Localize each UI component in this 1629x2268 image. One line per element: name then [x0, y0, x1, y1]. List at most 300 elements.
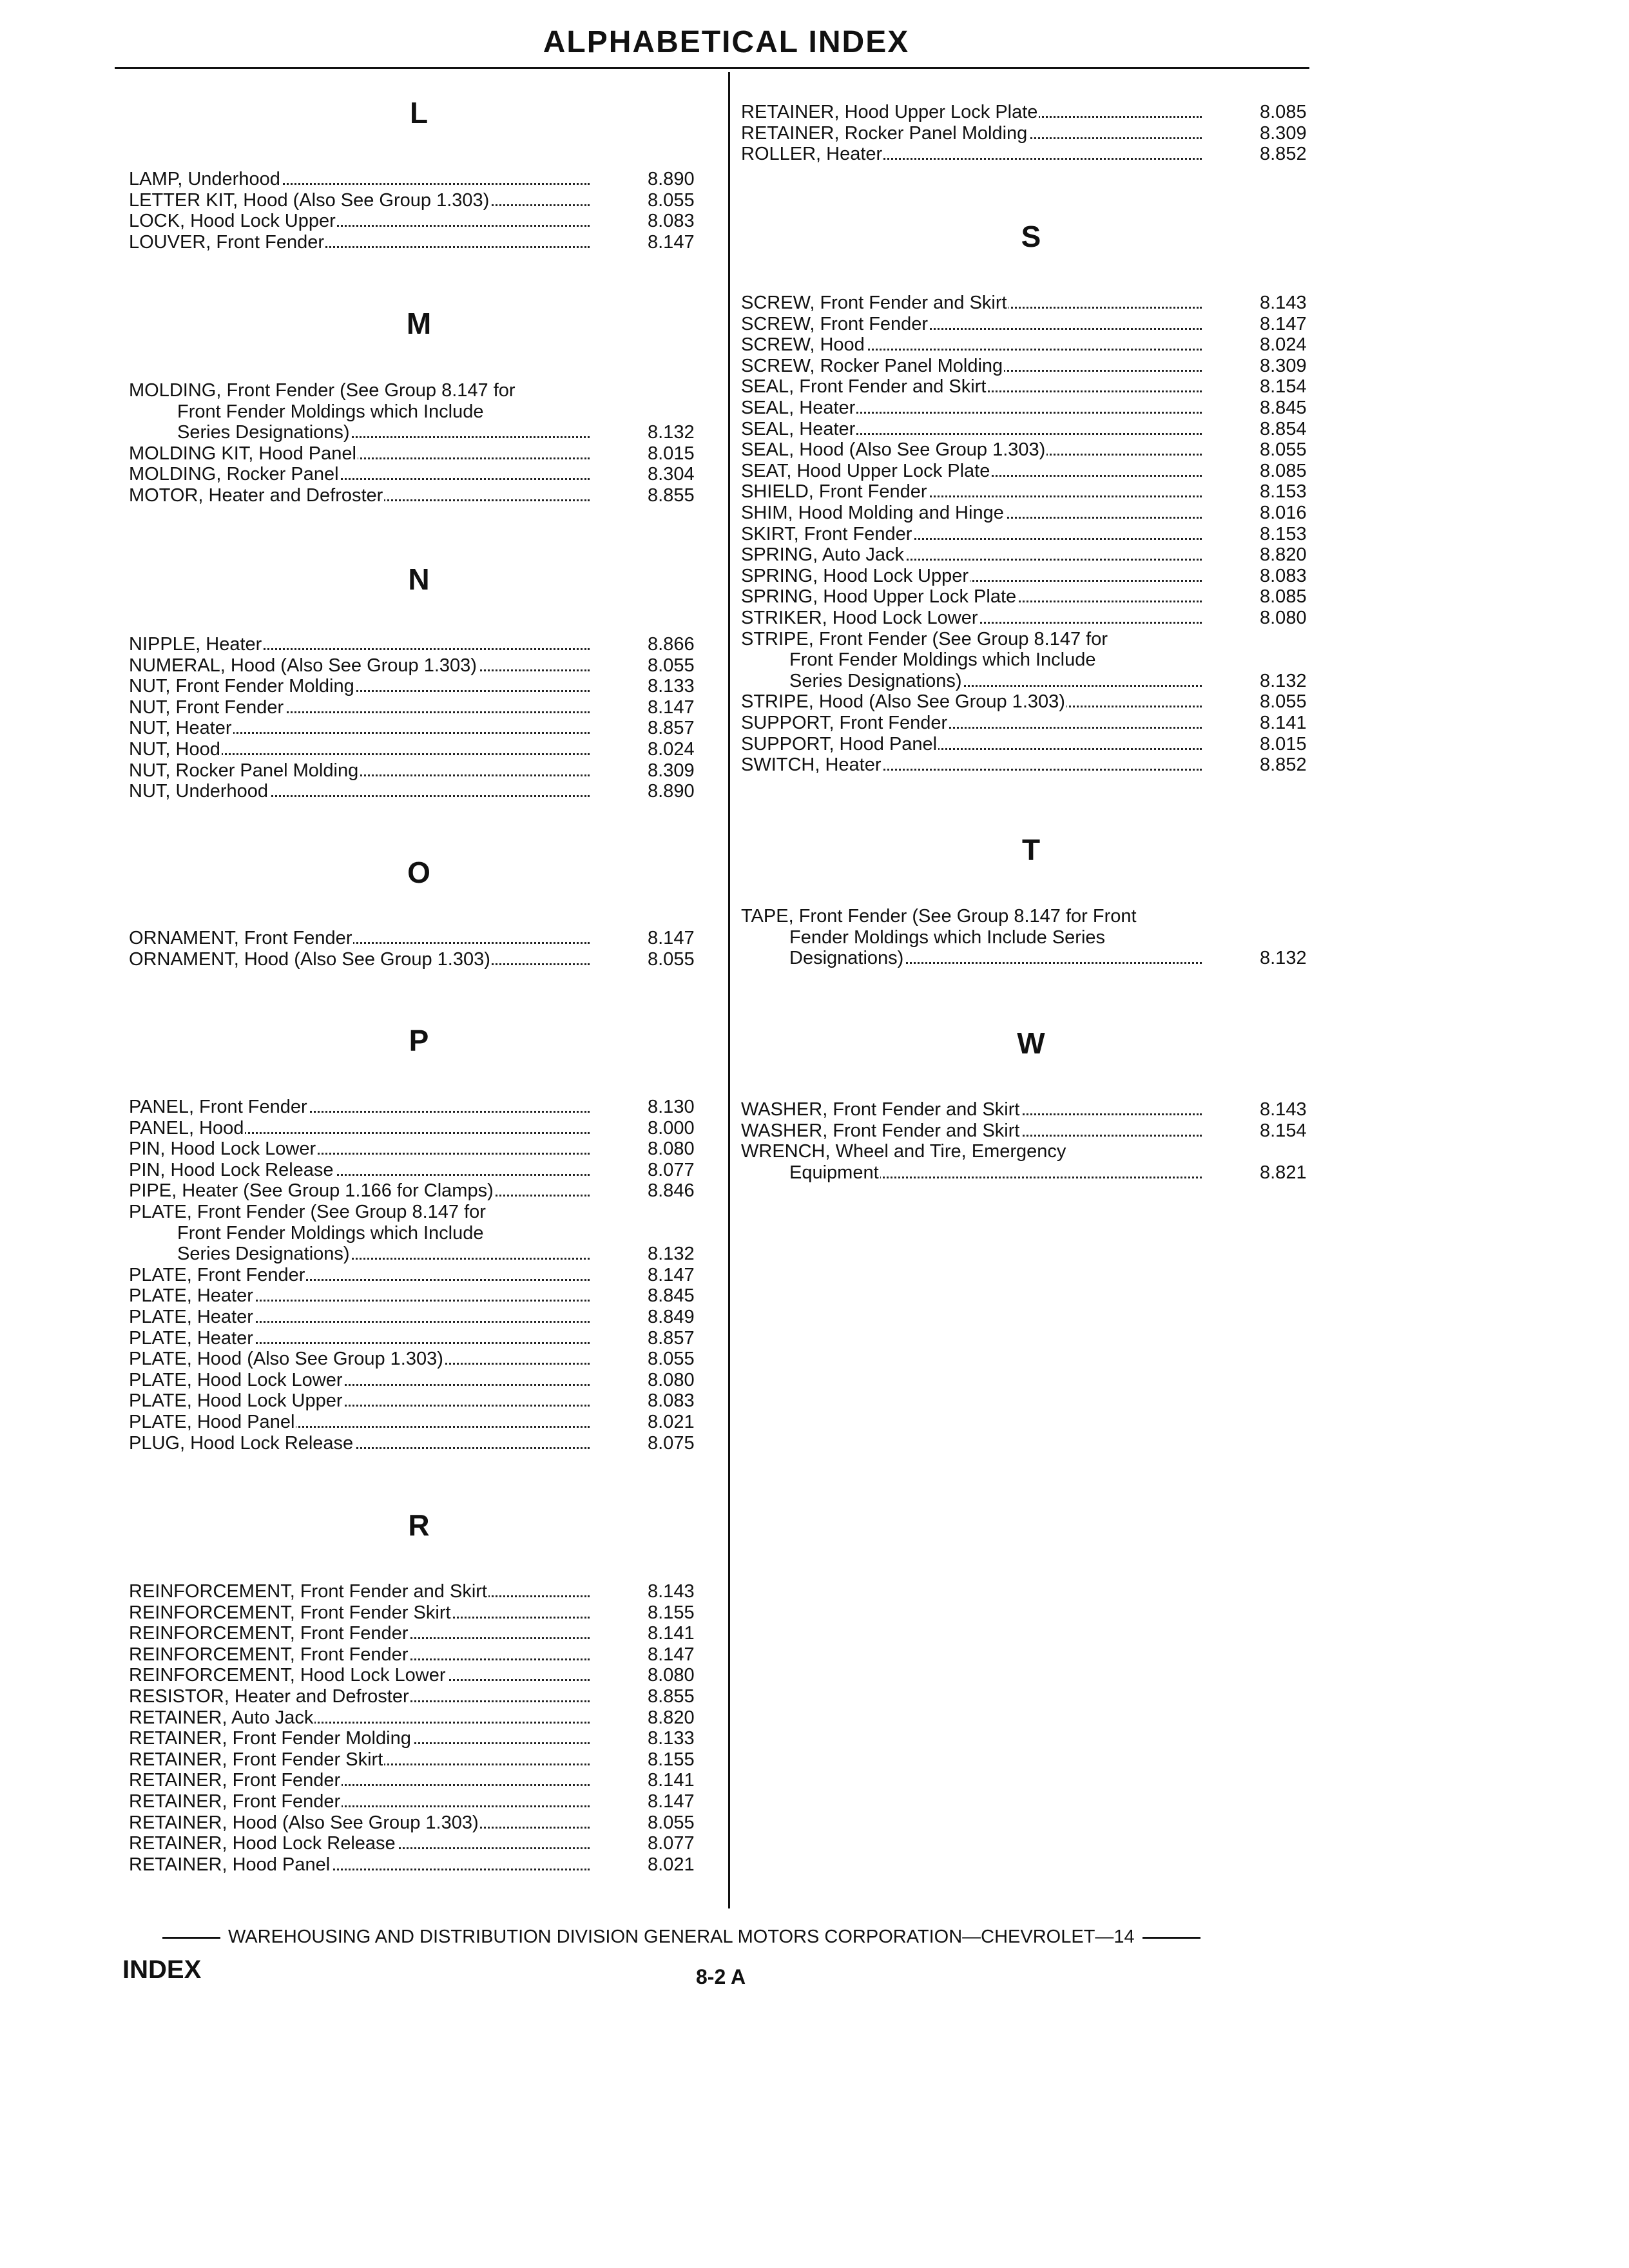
entry-label: NUT, Rocker Panel Molding — [129, 760, 359, 781]
index-entry-line — [129, 1728, 709, 1749]
dot-leader — [741, 293, 1202, 314]
entry-group-number: 8.055 — [648, 655, 695, 676]
entry-group-number: 8.024 — [1260, 334, 1307, 356]
entry-label: PLATE, Hood Lock Upper — [129, 1390, 343, 1412]
entry-label: STRIKER, Hood Lock Lower — [741, 608, 978, 628]
dot-leader — [129, 1433, 590, 1454]
section-letter-t: T — [1021, 833, 1041, 867]
entry-group-number: 8.132 — [1260, 948, 1307, 969]
dot-leader — [129, 1623, 590, 1644]
entry-label: PLATE, Heater — [129, 1285, 253, 1307]
index-entry-line — [129, 1244, 709, 1265]
entry-group-number: 8.015 — [648, 443, 695, 464]
dot-leader — [741, 586, 1202, 608]
entry-label: PLATE, Hood Panel — [129, 1412, 295, 1432]
dot-leader — [129, 1665, 590, 1686]
index-entry-line — [741, 481, 1321, 503]
entry-label: MOLDING, Rocker Panel — [129, 464, 339, 485]
index-entry-line — [129, 1833, 709, 1854]
dot-leader — [741, 356, 1202, 377]
entry-label: PIPE, Heater (See Group 1.166 for Clamps) — [129, 1180, 494, 1202]
entry-label: RETAINER, Hood Upper Lock Plate — [741, 102, 1038, 122]
dot-leader — [741, 376, 1202, 398]
entry-group-number: 8.821 — [1260, 1162, 1307, 1183]
dot-leader — [129, 718, 590, 739]
entry-label: NUT, Hood — [129, 739, 220, 760]
entry-label: REINFORCEMENT, Front Fender and Skirt — [129, 1581, 487, 1602]
dot-leader — [129, 1770, 590, 1791]
dot-leader — [741, 461, 1202, 482]
entry-label: NUT, Heater — [129, 718, 232, 739]
entry-label: Front Fender Moldings which Include — [177, 401, 484, 422]
index-entry-line — [741, 608, 1321, 629]
dot-leader — [129, 1370, 590, 1391]
dot-leader — [129, 1265, 590, 1286]
dot-leader — [129, 676, 590, 697]
entry-label: RETAINER, Hood (Also See Group 1.303) — [129, 1812, 479, 1833]
entry-label: SWITCH, Heater — [741, 754, 882, 776]
entry-group-number: 8.143 — [1260, 293, 1307, 313]
entry-label: PIN, Hood Lock Lower — [129, 1139, 316, 1160]
dot-leader — [741, 754, 1202, 776]
entry-group-number: 8.055 — [1260, 439, 1307, 461]
index-entry-line — [129, 1812, 709, 1834]
dot-leader — [741, 398, 1202, 419]
index-entry-line — [129, 1433, 709, 1454]
index-entry-line — [129, 422, 709, 443]
entry-label: NUT, Underhood — [129, 781, 268, 802]
entry-label: SHIELD, Front Fender — [741, 481, 927, 503]
entry-label: RETAINER, Front Fender Molding — [129, 1728, 411, 1749]
entry-label: RESISTOR, Heater and Defroster — [129, 1686, 409, 1707]
index-entry-line — [741, 123, 1321, 144]
index-entry-line — [741, 1162, 1321, 1184]
dot-leader — [129, 739, 590, 760]
index-entry-line — [129, 1854, 709, 1876]
entry-group-number: 8.085 — [1260, 586, 1307, 608]
index-entry-line — [129, 380, 709, 401]
entry-label: RETAINER, Hood Lock Release — [129, 1833, 396, 1854]
index-entry-line — [741, 356, 1321, 377]
page-title: ALPHABETICAL INDEX — [543, 25, 910, 59]
index-entry-line — [129, 1307, 709, 1328]
index-entry-line — [741, 439, 1321, 461]
index-entry-line — [129, 1749, 709, 1771]
entry-label: REINFORCEMENT, Hood Lock Lower — [129, 1665, 446, 1686]
entry-label: NIPPLE, Heater — [129, 634, 262, 655]
entry-label: PLUG, Hood Lock Release — [129, 1432, 354, 1454]
index-entry-line — [129, 1644, 709, 1666]
entry-label: WASHER, Front Fender and Skirt — [741, 1120, 1020, 1141]
index-entry-line — [741, 691, 1321, 713]
entry-label: ROLLER, Heater — [741, 144, 883, 165]
section-letter-s: S — [1021, 220, 1041, 253]
column-divider — [728, 72, 730, 1908]
index-entry-line — [129, 1390, 709, 1412]
dot-leader — [177, 1244, 590, 1265]
entry-group-number: 8.147 — [648, 1791, 695, 1812]
index-entry-line — [741, 524, 1321, 545]
entry-group-number: 8.855 — [648, 1686, 695, 1707]
entry-label: STRIPE, Front Fender (See Group 8.147 for — [741, 628, 1108, 649]
entry-group-number: 8.155 — [648, 1602, 695, 1623]
index-entry-line — [129, 1202, 709, 1223]
entry-group-number: 8.143 — [648, 1581, 695, 1602]
dot-leader — [741, 1120, 1202, 1142]
index-entry-line — [129, 1581, 709, 1602]
entry-label: SCREW, Front Fender — [741, 313, 929, 334]
index-entry-line — [741, 754, 1321, 776]
index-entry-line — [129, 1097, 709, 1118]
entry-label: SCREW, Front Fender and Skirt — [741, 293, 1007, 313]
dot-leader — [129, 634, 590, 655]
entry-group-number: 8.021 — [648, 1412, 695, 1432]
entry-group-number: 8.016 — [1260, 503, 1307, 523]
entry-label: SEAT, Hood Upper Lock Plate — [741, 460, 990, 481]
index-entry-line — [129, 1770, 709, 1791]
dot-leader — [129, 1791, 590, 1812]
dot-leader — [741, 314, 1202, 335]
dot-leader — [129, 1097, 590, 1118]
dot-leader — [129, 760, 590, 782]
dot-leader — [129, 1728, 590, 1749]
index-entry-line — [741, 566, 1321, 587]
index-entry-line — [129, 655, 709, 677]
entry-label: SEAL, Heater — [741, 398, 856, 418]
dot-leader — [177, 422, 590, 443]
entry-label: Equipment — [789, 1162, 879, 1183]
dot-leader — [129, 1812, 590, 1834]
dot-leader — [129, 1707, 590, 1729]
entry-group-number: 8.820 — [648, 1707, 695, 1728]
dot-leader — [129, 232, 590, 253]
entry-label: MOTOR, Heater and Defroster — [129, 485, 383, 506]
entry-label: SUPPORT, Hood Panel — [741, 733, 938, 754]
entry-group-number: 8.000 — [648, 1117, 695, 1139]
index-entry-line — [741, 1099, 1321, 1120]
dot-leader — [129, 1602, 590, 1624]
index-entry-line — [741, 1120, 1321, 1142]
entry-group-number: 8.857 — [648, 718, 695, 739]
index-entry-line — [129, 1665, 709, 1686]
index-entry-line — [129, 190, 709, 211]
dot-leader — [129, 1644, 590, 1666]
dot-leader — [741, 503, 1202, 524]
entry-group-number: 8.147 — [648, 928, 695, 948]
entry-label: SPRING, Hood Upper Lock Plate — [741, 586, 1017, 608]
index-entry-line — [129, 1623, 709, 1644]
index-entry-line — [129, 1349, 709, 1370]
dot-leader — [129, 485, 590, 506]
entry-group-number: 8.080 — [648, 1369, 695, 1390]
footer-section-label: INDEX — [122, 1956, 202, 1984]
index-entry-line — [741, 671, 1321, 692]
entry-group-number: 8.147 — [648, 1644, 695, 1665]
index-entry-line — [129, 1265, 709, 1286]
index-entry-line — [129, 1686, 709, 1707]
entry-group-number: 8.132 — [648, 422, 695, 443]
index-entry-line — [129, 1707, 709, 1729]
entry-group-number: 8.852 — [1260, 144, 1307, 165]
entry-group-number: 8.080 — [648, 1139, 695, 1160]
index-entry-line — [129, 1118, 709, 1139]
entry-label: Series Designations) — [177, 422, 350, 443]
entry-label: Fender Moldings which Include Series — [789, 927, 1106, 948]
entry-group-number: 8.147 — [648, 231, 695, 253]
index-entry-line — [741, 629, 1321, 650]
index-entry-line — [741, 927, 1321, 948]
index-entry-line — [129, 949, 709, 970]
section-letter-n: N — [408, 562, 430, 596]
entry-label: LOCK, Hood Lock Upper — [129, 211, 336, 232]
entry-label: RETAINER, Front Fender — [129, 1770, 341, 1791]
dot-leader — [129, 169, 590, 190]
entry-label: RETAINER, Front Fender — [129, 1791, 341, 1812]
dot-leader — [129, 949, 590, 970]
dot-leader — [741, 566, 1202, 587]
entry-label: LOUVER, Front Fender — [129, 231, 324, 253]
entry-label: RETAINER, Hood Panel — [129, 1854, 331, 1875]
index-entry-line — [741, 1141, 1321, 1162]
index-entry-line — [129, 781, 709, 802]
entry-group-number: 8.077 — [648, 1833, 695, 1854]
index-entry-line — [741, 102, 1321, 123]
entry-group-number: 8.852 — [1260, 754, 1307, 776]
entry-label: SPRING, Hood Lock Upper — [741, 565, 969, 586]
entry-label: NUT, Front Fender — [129, 697, 284, 718]
entry-group-number: 8.820 — [1260, 544, 1307, 566]
section-letter-r: R — [408, 1508, 430, 1542]
index-entry-line — [741, 649, 1321, 671]
entry-group-number: 8.015 — [1260, 733, 1307, 754]
dot-leader — [741, 481, 1202, 503]
footer-corporation: WAREHOUSING AND DISTRIBUTION DIVISION GENERAL MOTORS CORPORATION—CHEVROLET—14 — [228, 1927, 1135, 1947]
footer-corporation-line — [155, 1927, 1315, 1948]
index-entry-line — [741, 586, 1321, 608]
entry-label: PLATE, Hood Lock Lower — [129, 1369, 343, 1390]
index-entry-line — [741, 734, 1321, 755]
dot-leader — [741, 439, 1202, 461]
index-entry-line — [129, 1412, 709, 1433]
dot-leader — [129, 1833, 590, 1854]
dot-leader — [741, 524, 1202, 545]
entry-group-number: 8.141 — [1260, 713, 1307, 733]
index-entry-line — [129, 760, 709, 782]
entry-group-number: 8.304 — [648, 464, 695, 485]
dot-leader — [129, 655, 590, 677]
section-letter-o: O — [407, 856, 430, 889]
dot-leader — [129, 211, 590, 232]
dot-leader — [129, 190, 590, 211]
dot-leader — [129, 928, 590, 949]
entry-label: MOLDING, Front Fender (See Group 8.147 for — [129, 380, 516, 401]
entry-label: SEAL, Hood (Also See Group 1.303) — [741, 439, 1046, 461]
entry-label: Designations) — [789, 948, 904, 969]
index-entry-line — [129, 443, 709, 465]
dot-leader — [741, 419, 1202, 440]
index-entry-line — [129, 718, 709, 739]
entry-group-number: 8.309 — [1260, 355, 1307, 376]
entry-group-number: 8.080 — [1260, 608, 1307, 628]
dot-leader — [129, 1328, 590, 1349]
entry-label: NUMERAL, Hood (Also See Group 1.303) — [129, 655, 477, 676]
dot-leader — [741, 334, 1202, 356]
dot-leader — [789, 1162, 1202, 1184]
section-letter-m: M — [406, 307, 432, 340]
entry-label: ORNAMENT, Hood (Also See Group 1.303) — [129, 948, 490, 970]
index-entry-line — [129, 169, 709, 190]
entry-group-number: 8.153 — [1260, 523, 1307, 544]
section-letter-p: P — [409, 1024, 429, 1057]
entry-group-number: 8.133 — [648, 676, 695, 697]
dot-leader — [129, 464, 590, 485]
entry-label: Front Fender Moldings which Include — [177, 1222, 484, 1244]
entry-group-number: 8.085 — [1260, 460, 1307, 481]
entry-label: PLATE, Front Fender (See Group 8.147 for — [129, 1202, 486, 1222]
entry-label: TAPE, Front Fender (See Group 8.147 for Front — [741, 906, 1137, 927]
index-entry-line — [741, 293, 1321, 314]
dot-leader — [741, 608, 1202, 629]
footer-dash-left — [162, 1937, 220, 1939]
entry-group-number: 8.147 — [648, 1264, 695, 1285]
entry-label: REINFORCEMENT, Front Fender Skirt — [129, 1602, 451, 1623]
entry-group-number: 8.085 — [1260, 102, 1307, 122]
index-entry-line — [129, 1285, 709, 1307]
entry-group-number: 8.141 — [648, 1770, 695, 1791]
entry-group-number: 8.849 — [648, 1307, 695, 1327]
entry-label: PLATE, Heater — [129, 1327, 253, 1349]
dot-leader — [129, 1180, 590, 1202]
dot-leader — [129, 1854, 590, 1876]
footer-dash-right — [1142, 1937, 1200, 1939]
dot-leader — [129, 1118, 590, 1139]
entry-label: PLATE, Front Fender — [129, 1264, 305, 1285]
index-entry-line — [741, 334, 1321, 356]
entry-group-number: 8.845 — [648, 1285, 695, 1307]
index-entry-line — [129, 1602, 709, 1624]
entry-label: SKIRT, Front Fender — [741, 523, 912, 544]
footer-page-number: 8-2 A — [696, 1965, 746, 1988]
index-entry-line — [129, 485, 709, 506]
dot-leader — [129, 1749, 590, 1771]
entry-label: RETAINER, Auto Jack — [129, 1707, 314, 1728]
entry-label: MOLDING KIT, Hood Panel — [129, 443, 356, 464]
entry-group-number: 8.855 — [648, 485, 695, 506]
entry-group-number: 8.141 — [648, 1623, 695, 1644]
entry-group-number: 8.147 — [1260, 313, 1307, 334]
entry-label: PIN, Hood Lock Release — [129, 1159, 334, 1180]
entry-label: Series Designations) — [177, 1244, 350, 1265]
entry-group-number: 8.132 — [1260, 670, 1307, 691]
entry-group-number: 8.890 — [648, 781, 695, 802]
dot-leader — [741, 123, 1202, 144]
index-entry-line — [741, 144, 1321, 165]
dot-leader — [741, 734, 1202, 755]
entry-group-number: 8.854 — [1260, 418, 1307, 439]
dot-leader — [129, 1412, 590, 1433]
section-letter-l: L — [409, 96, 429, 130]
index-entry-line — [129, 232, 709, 253]
index-entry-line — [741, 503, 1321, 524]
index-entry-line — [129, 634, 709, 655]
dot-leader — [741, 544, 1202, 566]
entry-label: PANEL, Front Fender — [129, 1097, 307, 1117]
dot-leader — [741, 1099, 1202, 1120]
dot-leader — [741, 144, 1202, 165]
entry-group-number: 8.055 — [648, 1349, 695, 1370]
section-letter-w: W — [1017, 1026, 1045, 1060]
entry-label: SPRING, Auto Jack — [741, 544, 905, 566]
index-entry-line — [129, 1791, 709, 1812]
entry-group-number: 8.055 — [1260, 691, 1307, 713]
index-entry-line — [741, 948, 1321, 969]
dot-leader — [741, 102, 1202, 123]
entry-group-number: 8.083 — [648, 211, 695, 232]
entry-label: RETAINER, Front Fender Skirt — [129, 1749, 383, 1770]
entry-label: PANEL, Hood — [129, 1117, 244, 1139]
entry-group-number: 8.155 — [648, 1749, 695, 1770]
dot-leader — [129, 781, 590, 802]
dot-leader — [129, 443, 590, 465]
entry-group-number: 8.132 — [648, 1244, 695, 1265]
entry-group-number: 8.130 — [648, 1097, 695, 1117]
index-entry-line — [129, 1180, 709, 1202]
entry-group-number: 8.309 — [1260, 122, 1307, 144]
entry-group-number: 8.866 — [648, 634, 695, 655]
entry-label: LAMP, Underhood — [129, 169, 280, 189]
dot-leader — [129, 1349, 590, 1370]
entry-group-number: 8.083 — [648, 1390, 695, 1412]
dot-leader — [129, 1390, 590, 1412]
entry-label: SHIM, Hood Molding and Hinge — [741, 503, 1004, 523]
entry-label: LETTER KIT, Hood (Also See Group 1.303) — [129, 189, 490, 211]
entry-label: SUPPORT, Front Fender — [741, 713, 948, 733]
index-entry-line — [129, 739, 709, 760]
entry-group-number: 8.846 — [648, 1180, 695, 1202]
dot-leader — [741, 713, 1202, 734]
entry-group-number: 8.147 — [648, 697, 695, 718]
entry-label: SCREW, Rocker Panel Molding — [741, 355, 1003, 376]
entry-group-number: 8.133 — [648, 1728, 695, 1749]
index-entry-line — [129, 464, 709, 485]
dot-leader — [741, 691, 1202, 713]
entry-group-number: 8.143 — [1260, 1099, 1307, 1120]
entry-label: STRIPE, Hood (Also See Group 1.303) — [741, 691, 1065, 713]
index-entry-line — [129, 1223, 709, 1244]
dot-leader — [129, 697, 590, 718]
dot-leader — [129, 1139, 590, 1160]
entry-group-number: 8.083 — [1260, 565, 1307, 586]
entry-label: ORNAMENT, Front Fender — [129, 928, 352, 948]
index-entry-line — [129, 1160, 709, 1181]
dot-leader — [129, 1686, 590, 1707]
entry-label: SEAL, Heater — [741, 418, 856, 439]
entry-group-number: 8.055 — [648, 1812, 695, 1833]
entry-group-number: 8.154 — [1260, 376, 1307, 398]
entry-group-number: 8.075 — [648, 1432, 695, 1454]
entry-group-number: 8.845 — [1260, 398, 1307, 418]
entry-label: WASHER, Front Fender and Skirt — [741, 1099, 1020, 1120]
entry-group-number: 8.021 — [648, 1854, 695, 1875]
index-entry-line — [129, 401, 709, 423]
index-entry-line — [741, 376, 1321, 398]
entry-label: WRENCH, Wheel and Tire, Emergency — [741, 1141, 1066, 1162]
dot-leader — [129, 1581, 590, 1602]
index-entry-line — [741, 314, 1321, 335]
dot-leader — [789, 671, 1202, 692]
entry-label: RETAINER, Rocker Panel Molding — [741, 122, 1028, 144]
index-entry-line — [741, 398, 1321, 419]
